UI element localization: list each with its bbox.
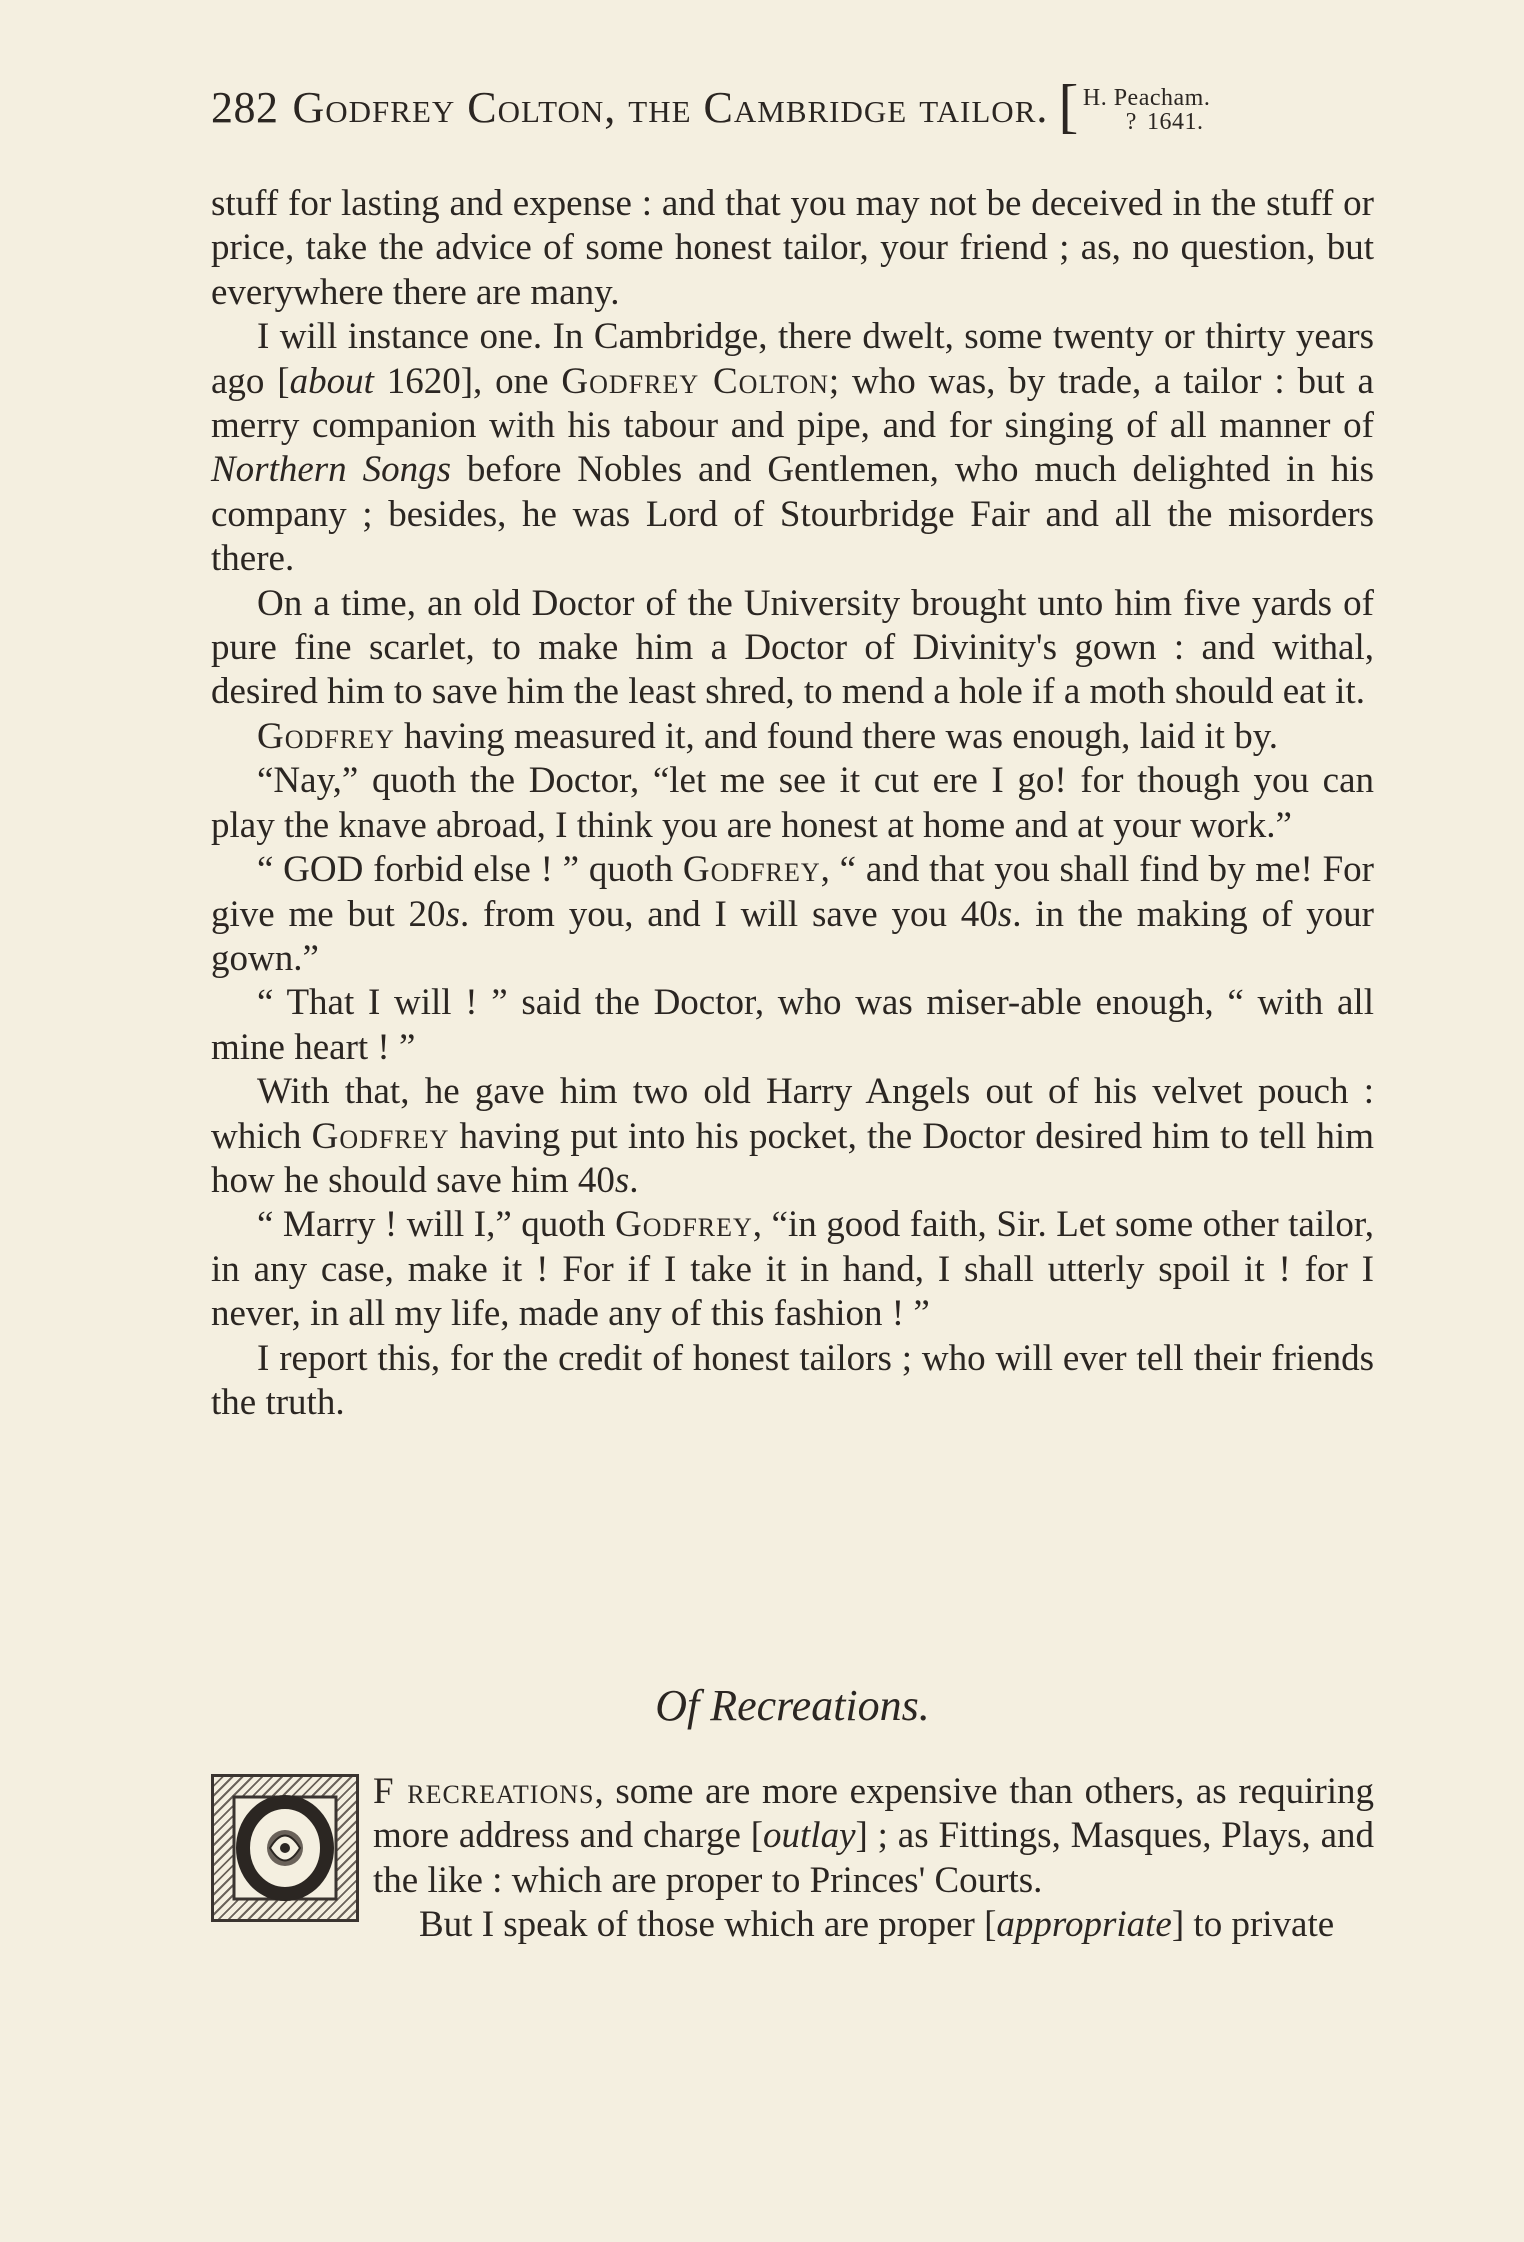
text-run: , “in good faith, Sir. Let some other tailor, in any case, make it ! For if I take it in hand, I shall utterly spoil it ! for I never, in all my life, made any of this fashion ! ” — [211, 1204, 1374, 1335]
page-number: 282 — [211, 83, 279, 132]
italic-run: s — [997, 893, 1013, 935]
name-small-caps: Godfrey — [311, 1115, 450, 1157]
text-run: , “ and that you shall find by me! For give me but 20 — [211, 849, 1374, 935]
header-bracket: [ — [1058, 73, 1079, 139]
text-run: ] to private — [1171, 1904, 1335, 1946]
italic-run: s — [445, 893, 460, 935]
text-run: ] ; as Fittings, Masques, Plays, and the like : which are proper to Princes' Courts. — [373, 1815, 1374, 1901]
text-run: . — [629, 1159, 639, 1201]
opening-small-caps: F recreations — [373, 1771, 595, 1812]
paragraph — [211, 1903, 1374, 1947]
text-run: . from you, and I will save you 40 — [459, 893, 998, 935]
text-run: “ GOD forbid else ! ” quoth — [257, 849, 683, 891]
text-run: before Nobles and Gentlemen, who much delighted in his company ; besides, he was Lord of Stourbridge Fair and all the misorders there. — [211, 449, 1374, 580]
paragraph — [211, 848, 1374, 981]
italic-run: Northern Songs — [211, 449, 451, 491]
italic-run: about — [289, 360, 374, 402]
section-heading: Of Recreations. — [655, 1681, 930, 1730]
main-text — [211, 182, 1374, 1425]
text-run: 1620], one — [373, 360, 562, 402]
text-run: I will instance one. In Cambridge, there dwelt, some twenty or thirty years ago [ — [211, 316, 1374, 402]
name-small-caps: Godfrey — [615, 1204, 753, 1246]
text-run: “ Marry ! will I,” quoth — [257, 1204, 616, 1246]
running-title: Godfrey Colton, the Cambridge tailor. — [292, 83, 1049, 132]
paragraph: stuff for lasting and expense : and that you may not be deceived in the stuff or price, take the advice of some honest tailor, your friend ; as, no question, but everywhere there are many. — [211, 183, 1374, 313]
name-small-caps: Godfrey — [682, 849, 821, 891]
running-header — [211, 73, 1386, 152]
text-run: having put into his pocket, the Doctor desired him to tell him how he should save him 40 — [211, 1115, 1374, 1201]
text-run: ; who was, by trade, a tailor : but a merry companion with his tabour and pipe, and for singing of all manner of — [211, 360, 1374, 447]
paragraph: On a time, an old Doctor of the University brought unto him five yards of pure fine scarlet, to make him a Doctor of Divinity's gown : and withal, desired him to save him the least shred, to mend a hole if a moth should eat it. — [211, 582, 1374, 713]
paragraph — [211, 1770, 1374, 1903]
ornamental-initial-icon — [211, 1774, 359, 1922]
source-author: H. Peacham. — [1082, 85, 1211, 111]
section-text — [211, 1770, 1374, 1948]
paragraph — [211, 1070, 1374, 1203]
text-run: having measured it, and found there was enough, laid it by. — [394, 715, 1279, 757]
name-small-caps: Godfrey Colton — [561, 360, 829, 402]
name-small-caps: Godfrey — [257, 715, 395, 757]
italic-run: outlay — [763, 1815, 856, 1857]
initial-o-ornament — [230, 1793, 340, 1903]
paragraph — [211, 715, 1374, 759]
paragraph — [211, 1203, 1374, 1336]
text-run: . in the making of your gown.” — [211, 893, 1374, 979]
text-run: But I speak of those which are proper [ — [419, 1904, 997, 1946]
text-run: With that, he gave him two old Harry Angels out of his velvet pouch : which — [211, 1071, 1374, 1157]
source-year: 1641. — [1146, 109, 1204, 135]
source-reference — [1083, 86, 1210, 134]
paragraph — [211, 315, 1374, 581]
italic-run: appropriate — [996, 1904, 1172, 1946]
text-run: , some are more expensive than others, as requiring more address and charge [ — [373, 1771, 1374, 1857]
source-query: ? — [1125, 109, 1137, 135]
italic-run: s — [614, 1159, 630, 1201]
paragraph: I report this, for the credit of honest tailors ; who will ever tell their friends the truth. — [211, 1337, 1374, 1423]
paragraph: “ That I will ! ” said the Doctor, who was miser-able enough, “ with all mine heart ! ” — [211, 982, 1374, 1068]
paragraph: “Nay,” quoth the Doctor, “let me see it cut ere I go! for though you can play the knave abroad, I think you are honest at home and at your work.” — [211, 760, 1374, 846]
